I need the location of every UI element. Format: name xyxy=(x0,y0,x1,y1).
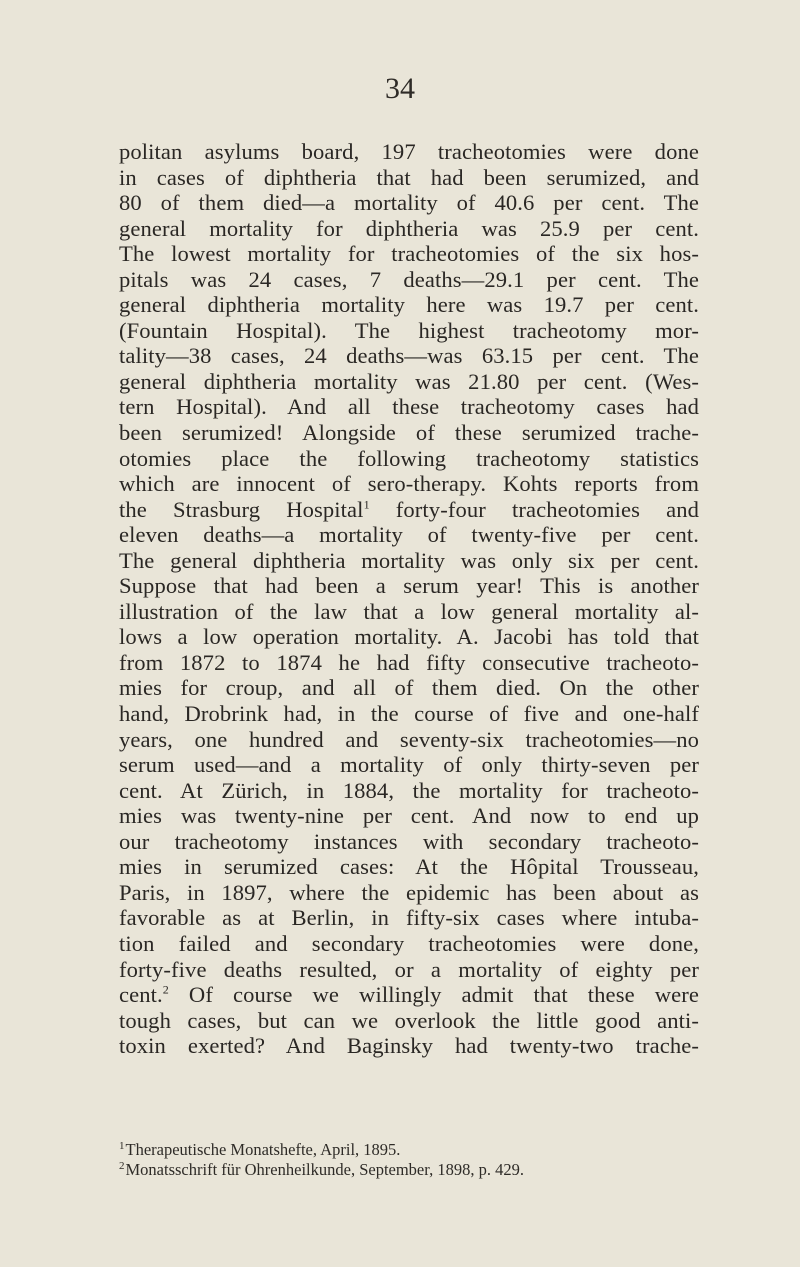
text-line: toxin exerted? And Baginsky had twenty-two trache- xyxy=(119,1033,699,1059)
text-fragment: cent. xyxy=(119,982,163,1008)
footnote-text: Therapeutische Monatshefte, April, 1895. xyxy=(125,1140,401,1159)
text-line: (Fountain Hospital). The highest tracheotomy mor- xyxy=(119,317,699,343)
footnote xyxy=(119,1160,699,1180)
text-line: forty-five deaths resulted, or a mortality of eighty per xyxy=(119,956,699,982)
text-line: from 1872 to 1874 he had fifty consecutive tracheoto- xyxy=(119,649,699,675)
text-line: mies for croup, and all of them died. On the other xyxy=(119,675,699,701)
text-line: general diphtheria mortality was 21.80 per cent. (Wes- xyxy=(119,368,699,394)
text-fragment: forty-four tracheotomies and xyxy=(395,496,700,522)
footnote xyxy=(119,1140,699,1160)
text-fragment: the Strasburg Hospital xyxy=(119,496,364,522)
text-line: mies in serumized cases: At the Hôpital Trousseau, xyxy=(119,854,699,880)
text-line: serum used—and a mortality of only thirty-seven per xyxy=(119,752,699,778)
text-line: otomies place the following tracheotomy statistics xyxy=(119,445,699,471)
text-line: tality—38 cases, 24 deaths—was 63.15 per cent. The xyxy=(119,343,699,369)
text-line: pitals was 24 cases, 7 deaths—29.1 per cent. The xyxy=(119,266,699,292)
text-line: mies was twenty-nine per cent. And now to end up xyxy=(119,803,699,829)
footnotes xyxy=(119,1140,699,1180)
text-line: The general diphtheria mortality was only six per cent. xyxy=(119,547,699,573)
footnote-ref: 1 xyxy=(363,497,370,512)
text-line: been serumized! Alongside of these serumized trache- xyxy=(119,420,699,446)
text-line: which are innocent of sero-therapy. Kohts reports from xyxy=(119,471,699,497)
text-line: hand, Drobrink had, in the course of five and one-half xyxy=(119,701,699,727)
text-line: cent. At Zürich, in 1884, the mortality for tracheoto- xyxy=(119,777,699,803)
text-line: years, one hundred and seventy-six tracheotomies—no xyxy=(119,726,699,752)
text-line: tern Hospital). And all these tracheotomy cases had xyxy=(119,394,699,420)
text-line: favorable as at Berlin, in fifty-six cases where intuba- xyxy=(119,905,699,931)
text-line: in cases of diphtheria that had been serumized, and xyxy=(119,164,699,190)
text-line: Suppose that had been a serum year! This is another xyxy=(119,573,699,599)
text-line: tough cases, but can we overlook the little good anti- xyxy=(119,1007,699,1033)
text-line: general diphtheria mortality here was 19.7 per cent. xyxy=(119,292,699,318)
footnote-text: Monatsschrift für Ohrenheilkunde, September, 1898, p. 429. xyxy=(125,1160,524,1179)
text-line: politan asylums board, 197 tracheotomies were done xyxy=(119,139,699,164)
page-number: 34 xyxy=(385,72,415,105)
text-line: The lowest mortality for tracheotomies of the six hos- xyxy=(119,241,699,267)
text-line: lows a low operation mortality. A. Jacobi has told that xyxy=(119,624,699,650)
text-fragment: Of course we willingly admit that these were xyxy=(188,982,700,1008)
footnote-ref: 2 xyxy=(162,982,169,997)
text-line: tion failed and secondary tracheotomies were done, xyxy=(119,930,699,956)
footnote-mark: 2 xyxy=(119,1159,125,1172)
text-line: general mortality for diphtheria was 25.9 per cent. xyxy=(119,215,699,241)
text-line xyxy=(119,497,699,523)
body-text xyxy=(119,139,699,1059)
text-line: Paris, in 1897, where the epidemic has been about as xyxy=(119,879,699,905)
footnote-mark: 1 xyxy=(119,1139,125,1152)
text-line: our tracheotomy instances with secondary tracheoto- xyxy=(119,828,699,854)
text-line: eleven deaths—a mortality of twenty-five per cent. xyxy=(119,522,699,548)
text-line xyxy=(119,982,699,1008)
text-line: 80 of them died—a mortality of 40.6 per cent. The xyxy=(119,190,699,216)
text-line: illustration of the law that a low general mortality al- xyxy=(119,598,699,624)
